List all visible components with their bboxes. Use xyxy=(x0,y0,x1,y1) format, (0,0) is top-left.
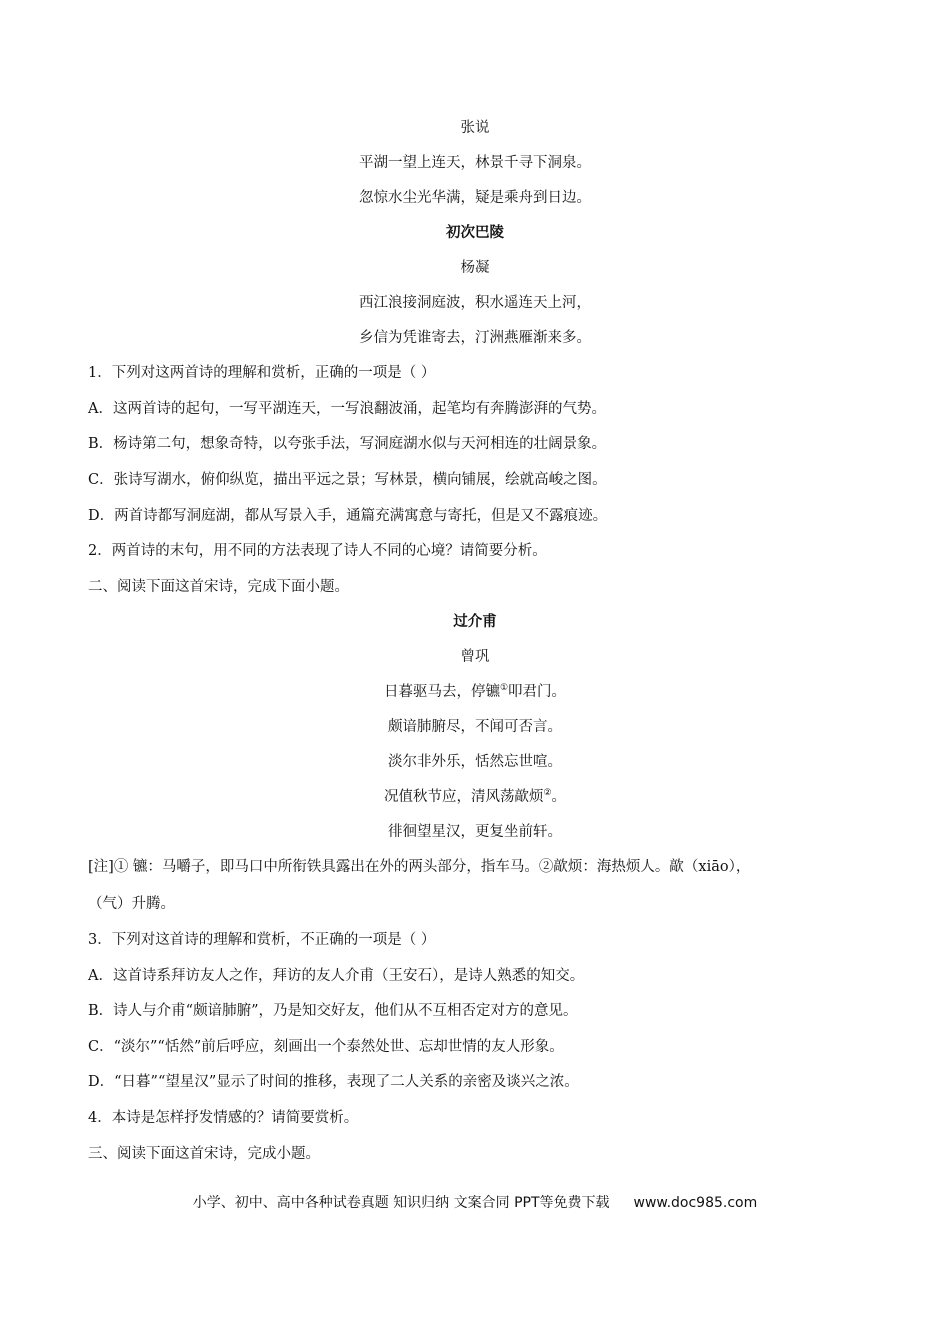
poem3-line-4-text-a: 况值秋节应，清风荡歊烦 xyxy=(383,789,544,805)
footnote-marker-1: ① xyxy=(499,683,509,693)
question-3-option-b: B．诗人与介甫“颇谙肺腑”，乃是知交好友，他们从不互相否定对方的意见。 xyxy=(88,1003,578,1019)
poem3-line-1 xyxy=(0,682,950,702)
section-3-heading: 三、阅读下面这首宋诗，完成小题。 xyxy=(88,1146,320,1162)
poem3-title: 过介甫 xyxy=(453,613,497,630)
page-footer xyxy=(0,1192,950,1212)
footnote-marker-2: ② xyxy=(543,788,552,798)
question-3-stem: 3．下列对这首诗的理解和赏析，不正确的一项是（ ） xyxy=(88,932,436,948)
poem1-line-1: 平湖一望上连天，林景千寻下洞泉。 xyxy=(359,155,591,171)
poem1-line-2: 忽惊水尘光华满，疑是乘舟到日边。 xyxy=(359,190,591,206)
question-2: 2．两首诗的末句，用不同的方法表现了诗人不同的心境？请简要分析。 xyxy=(88,543,547,559)
question-1-option-c: C．张诗写湖水，俯仰纵览，描出平远之景；写林景，横向铺展，绘就高峻之图。 xyxy=(88,472,607,488)
poem3-line-1-text-b: 叩君门。 xyxy=(508,684,567,700)
poem3-line-4 xyxy=(0,787,950,807)
question-3-option-a: A．这首诗系拜访友人之作，拜访的友人介甫（王安石），是诗人熟悉的知交。 xyxy=(88,968,585,984)
poem2-line-1: 西江浪接洞庭波，积水遥连天上河， xyxy=(359,295,591,311)
poem3-line-5: 徘徊望星汉，更复坐前轩。 xyxy=(388,824,562,840)
poem1-author: 张说 xyxy=(460,120,490,136)
poem3-line-3: 淡尔非外乐，恬然忘世喧。 xyxy=(388,754,562,770)
question-1-stem: 1．下列对这两首诗的理解和赏析，正确的一项是（ ） xyxy=(88,365,436,381)
question-1-option-a: A．这两首诗的起句，一写平湖连天，一写浪翻波涌，起笔均有奔腾澎湃的气势。 xyxy=(88,401,606,417)
poem2-line-2: 乡信为凭谁寄去，汀洲燕雁渐来多。 xyxy=(359,330,591,346)
question-3-option-c: C．“淡尔”“恬然”前后呼应，刻画出一个泰然处世、忘却世情的友人形象。 xyxy=(88,1039,564,1055)
poem2-title: 初次巴陵 xyxy=(446,224,504,241)
question-1-option-d: D．两首诗都写洞庭湖，都从写景入手，通篇充满寓意与寄托，但是又不露痕迹。 xyxy=(88,508,608,524)
question-1-option-b: B．杨诗第二句，想象奇特，以夸张手法，写洞庭湖水似与天河相连的壮阔景象。 xyxy=(88,436,607,452)
note-line-2: （气）升腾。 xyxy=(88,896,175,912)
footer-text: 小学、初中、高中各种试卷真题 知识归纳 文案合同 PPT等免费下载 xyxy=(192,1195,610,1211)
poem3-author: 曾巩 xyxy=(460,649,490,665)
note-line-1: [注]① 镳：马嚼子，即马口中所衔铁具露出在外的两头部分，指车马。②歊烦：海热烦人。歊（xiāo）， xyxy=(88,859,751,875)
section-2-heading: 二、阅读下面这首宋诗，完成下面小题。 xyxy=(88,579,349,595)
poem3-line-2: 颇谙肺腑尽，不闻可否言。 xyxy=(388,719,562,735)
question-4: 4．本诗是怎样抒发情感的？请简要赏析。 xyxy=(88,1110,359,1126)
poem3-line-1-text-a: 日暮驱马去，停镳 xyxy=(383,684,500,700)
poem2-author: 杨凝 xyxy=(460,260,490,276)
footer-site-link[interactable]: www.doc985.com xyxy=(633,1195,758,1211)
poem3-line-4-text-b: 。 xyxy=(551,789,567,805)
question-3-option-d: D．“日暮”“望星汉”显示了时间的推移，表现了二人关系的亲密及谈兴之浓。 xyxy=(88,1074,579,1090)
